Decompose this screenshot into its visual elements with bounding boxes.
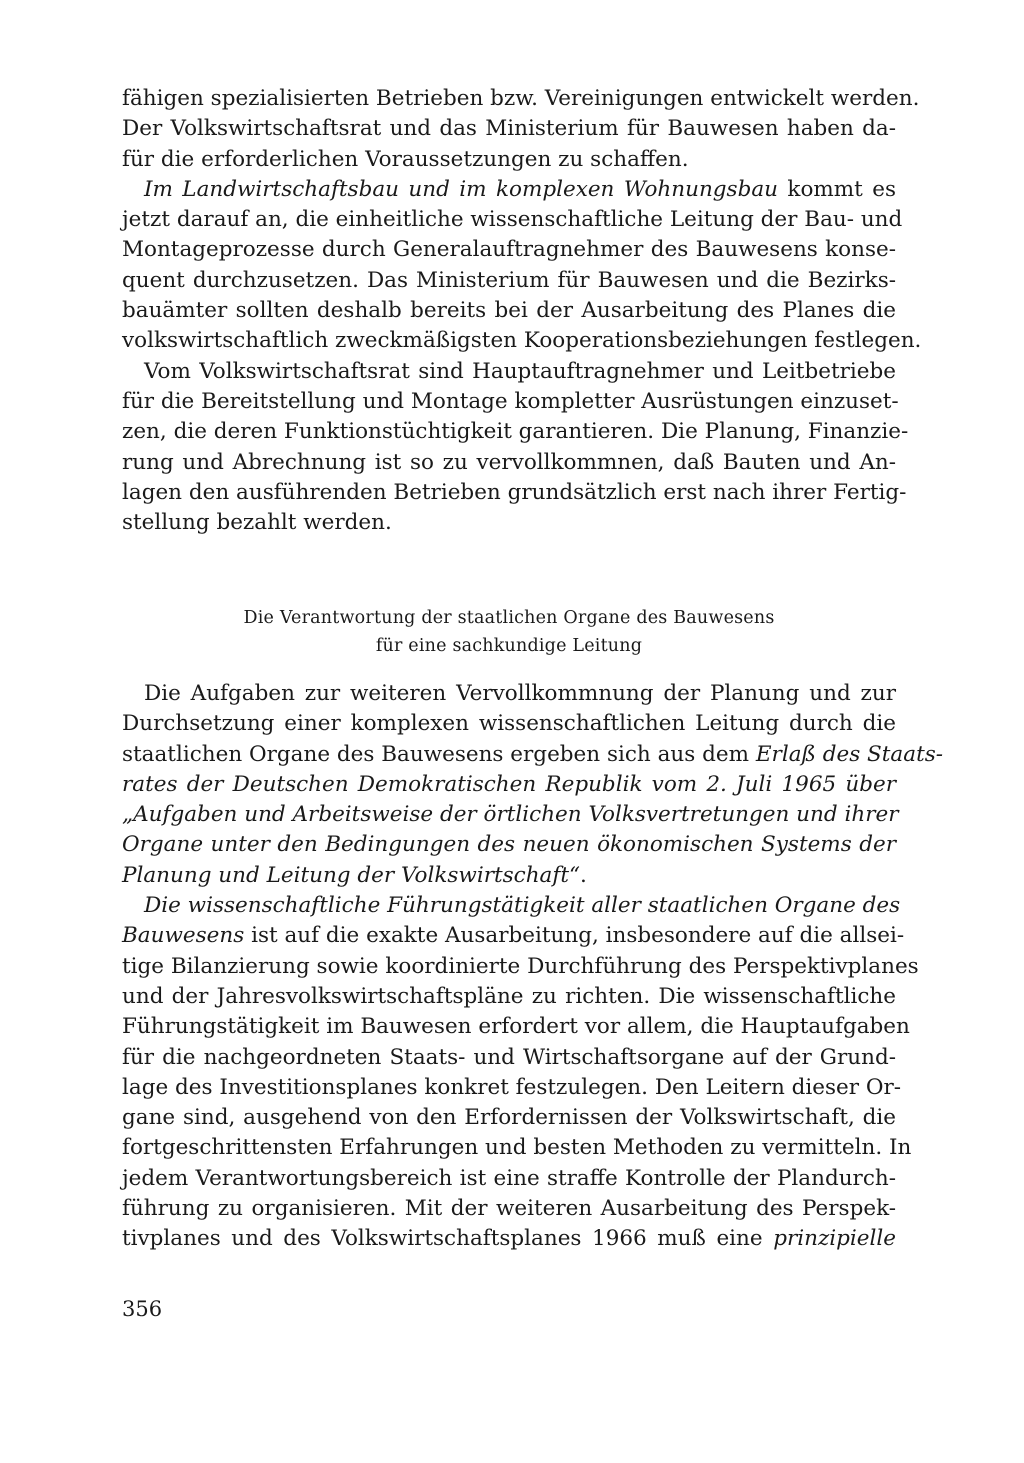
text-line: jetzt darauf an, die einheitliche wissenschaftliche Leitung der Bau- und	[122, 207, 903, 233]
text-line	[122, 770, 896, 800]
text-line: stellung bezahlt werden.	[122, 510, 392, 536]
paragraph-continuation	[122, 84, 920, 175]
text-line: bauämter sollten deshalb bereits bei der Ausarbeitung des Planes die	[122, 298, 896, 324]
text-line: für die Bereitstellung und Montage kompletter Ausrüstungen einzuset-	[122, 388, 899, 414]
text-line	[122, 800, 899, 830]
italic-emphasis: Planung und Leitung der Volkswirtschaft“	[122, 862, 580, 888]
paragraph-landwirtschaftsbau	[122, 175, 922, 357]
text-line: führung zu organisieren. Mit der weiteren Ausarbeitung des Perspek-	[122, 1196, 896, 1222]
text-fragment: tivplanes und des Volkswirtschaftsplanes 1966 muß eine	[122, 1226, 774, 1252]
italic-emphasis: rates der Deutschen Demokratischen Republik vom 2. Juli 1965 über	[122, 771, 896, 797]
italic-emphasis: Im Landwirtschaftsbau und im komplexen Wohnungsbau	[144, 176, 779, 202]
text-line	[122, 830, 896, 860]
text-line: Montageprozesse durch Generalauftragnehmer des Bauwesens konse-	[122, 237, 896, 263]
text-line: volkswirtschaftlich zweckmäßigsten Kooperationsbeziehungen festlegen.	[122, 328, 922, 354]
text-line: Die Aufgaben zur weiteren Vervollkommnung der Planung und zur	[144, 681, 896, 706]
text-line: quent durchzusetzen. Das Ministerium für Bauwesen und die Bezirks-	[122, 267, 896, 293]
text-fragment: .	[579, 862, 587, 888]
text-fragment: staatlichen Organe des Bauwesens ergeben sich aus dem	[122, 741, 756, 767]
text-line	[122, 891, 901, 921]
italic-emphasis: „Aufgaben und Arbeitsweise der örtlichen Volksvertretungen und ihrer	[122, 802, 899, 828]
text-line: Durchsetzung einer komplexen wissenschaftlichen Leitung durch die	[122, 711, 896, 737]
heading-line-2: für eine sachkundige Leitung	[375, 636, 643, 656]
text-line	[122, 740, 944, 770]
paragraph-volkswirtschaftsrat	[122, 357, 909, 539]
page-number: 356	[122, 1297, 163, 1321]
text-line: Führungstätigkeit im Bauwesen erfordert vor allem, die Hauptaufgaben	[122, 1014, 910, 1040]
text-line: rung und Abrechnung ist so zu vervollkommnen, daß Bauten und An-	[122, 449, 896, 475]
text-line: lagen den ausführenden Betrieben grundsätzlich erst nach ihrer Fertig-	[122, 479, 907, 505]
italic-emphasis: Organe unter den Bedingungen des neuen ökonomischen Systems der	[122, 832, 896, 858]
text-line: gane sind, ausgehend von den Erfordernissen der Volkswirtschaft, die	[122, 1105, 896, 1131]
text-line	[122, 861, 896, 891]
text-line: tige Bilanzierung sowie koordinierte Durchführung des Perspektivplanes	[122, 953, 919, 979]
text-line: lage des Investitionsplanes konkret festzulegen. Den Leitern dieser Or-	[122, 1074, 902, 1100]
paragraph-fuehrungstaetigkeit	[122, 891, 919, 1255]
text-line: für die nachgeordneten Staats- und Wirtschaftsorgane auf der Grund-	[122, 1044, 896, 1070]
section-text-block	[122, 679, 944, 1255]
text-line: Vom Volkswirtschaftsrat sind Hauptauftragnehmer und Leitbetriebe	[144, 358, 896, 384]
text-line: fortgeschrittensten Erfahrungen und besten Methoden zu vermitteln. In	[122, 1135, 912, 1161]
italic-emphasis: Bauwesens	[122, 923, 245, 949]
text-line	[122, 175, 896, 205]
text-fragment: kommt es	[778, 176, 896, 202]
text-line	[122, 1224, 896, 1254]
italic-emphasis: Erlaß des Staats-	[755, 741, 944, 767]
italic-emphasis: prinzipielle	[773, 1226, 896, 1252]
heading-line-1: Die Verantwortung der staatlichen Organe des Bauwesens	[243, 608, 775, 628]
text-line: Der Volkswirtschaftsrat und das Ministerium für Bauwesen haben da-	[122, 116, 896, 142]
section-heading	[122, 604, 896, 660]
text-line: für die erforderlichen Voraussetzungen zu schaffen.	[122, 146, 689, 172]
text-line: fähigen spezialisierten Betrieben bzw. Vereinigungen entwickelt werden.	[122, 86, 920, 111]
text-fragment: ist auf die exakte Ausarbeitung, insbesondere auf die allsei-	[244, 923, 905, 949]
text-line: jedem Verantwortungsbereich ist eine straffe Kontrolle der Plandurch-	[122, 1165, 896, 1191]
paragraph-aufgaben	[122, 679, 944, 891]
text-line	[122, 921, 905, 951]
italic-emphasis: Die wissenschaftliche Führungstätigkeit aller staatlichen Organe des	[144, 893, 901, 919]
text-line: zen, die deren Funktionstüchtigkeit garantieren. Die Planung, Finanzie-	[122, 419, 909, 445]
text-line: und der Jahresvolkswirtschaftspläne zu richten. Die wissenschaftliche	[122, 983, 896, 1009]
top-text-block	[122, 84, 922, 538]
